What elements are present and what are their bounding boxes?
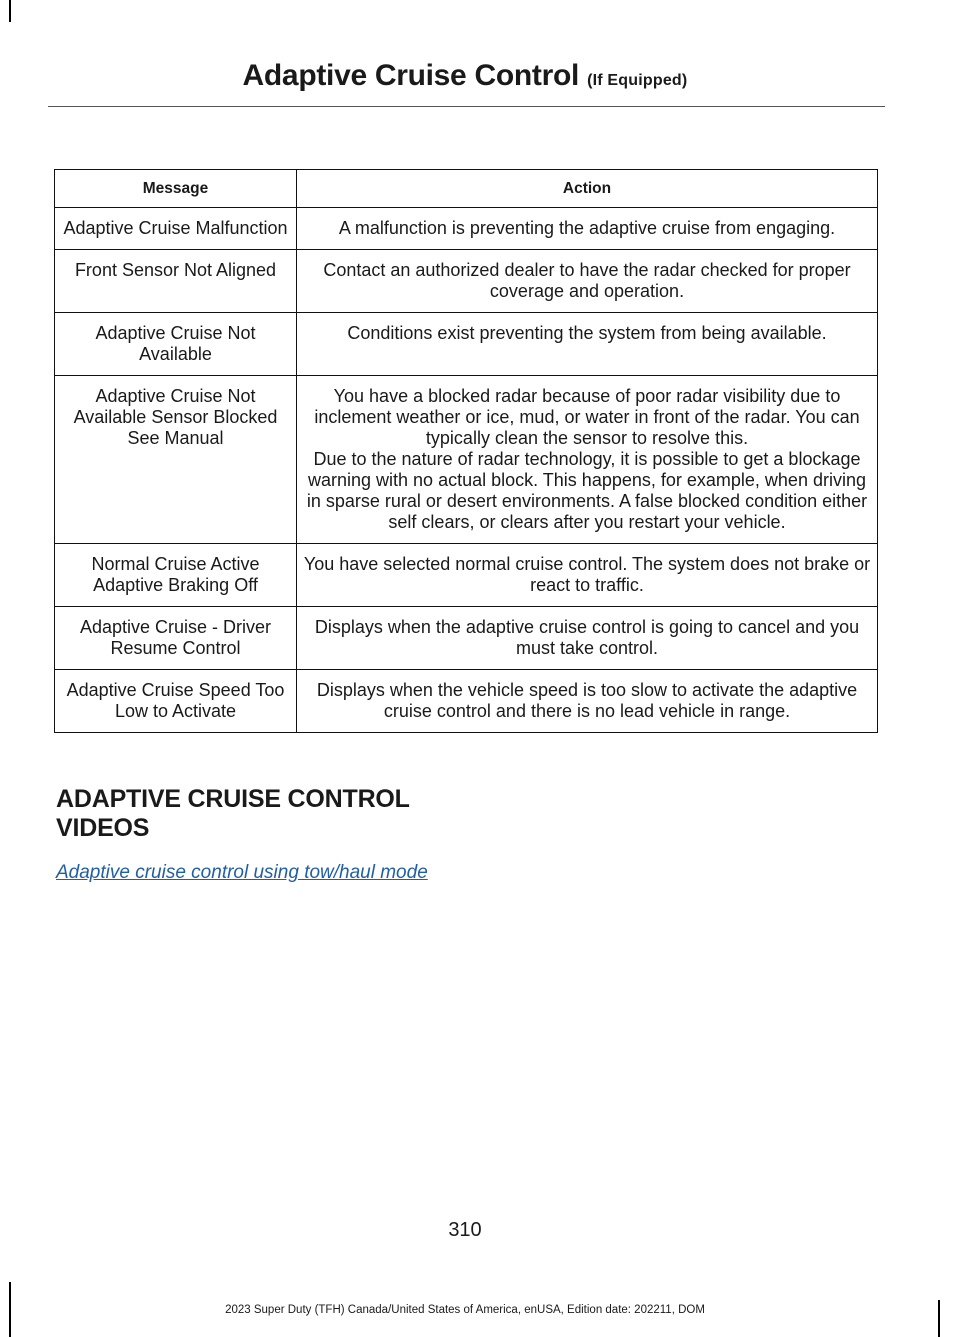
column-header-action: Action xyxy=(297,170,878,208)
message-cell: Front Sensor Not Aligned xyxy=(55,250,297,313)
edition-footer: 2023 Super Duty (TFH) Canada/United States of America, enUSA, Edition date: 202211, DOM xyxy=(225,1304,705,1316)
section-heading-line: ADAPTIVE CRUISE CONTROL xyxy=(56,785,410,813)
table-row xyxy=(55,313,878,376)
action-text: A malfunction is preventing the adaptive cruise from engaging. xyxy=(338,218,836,238)
section-heading-line: VIDEOS xyxy=(56,814,150,842)
action-cell xyxy=(297,544,878,607)
action-text: You have a blocked radar because of poor radar visibility due to inclement weather or ice, mud, or water in front of the radar. You can typically clean the sensor to resolve this. xyxy=(314,386,860,448)
message-cell: Normal Cruise Active Adaptive Braking Off xyxy=(55,544,297,607)
action-cell xyxy=(297,670,878,733)
table-row xyxy=(55,208,878,250)
table-row xyxy=(55,607,878,670)
message-cell: Adaptive Cruise Speed Too Low to Activate xyxy=(55,670,297,733)
table-row xyxy=(55,250,878,313)
page-title-qualifier: (If Equipped) xyxy=(587,72,688,89)
action-cell xyxy=(297,376,878,544)
page-title: Adaptive Cruise Control xyxy=(242,59,580,92)
crop-mark-bottom-right xyxy=(938,1300,940,1337)
action-cell xyxy=(297,313,878,376)
action-text: Conditions exist preventing the system from being available. xyxy=(347,323,827,343)
table-row xyxy=(55,670,878,733)
table-header-row xyxy=(55,170,878,208)
action-text: Displays when the adaptive cruise control is going to cancel and you must take control. xyxy=(314,617,860,658)
action-text: Due to the nature of radar technology, it is possible to get a blockage warning with no actual block. This happens, for example, when driving in sparse rural or desert environments. A false blocked condition either self clears, or clears after you restart your vehicle. xyxy=(306,449,868,532)
message-cell: Adaptive Cruise Malfunction xyxy=(55,208,297,250)
message-cell: Adaptive Cruise Not Available Sensor Blocked See Manual xyxy=(55,376,297,544)
message-table xyxy=(54,169,878,733)
page-number: 310 xyxy=(448,1219,482,1241)
message-cell: Adaptive Cruise - Driver Resume Control xyxy=(55,607,297,670)
section-heading xyxy=(56,785,476,843)
column-header-message: Message xyxy=(55,170,297,208)
action-text: Contact an authorized dealer to have the radar checked for proper coverage and operation. xyxy=(323,260,851,301)
page-header xyxy=(0,58,930,99)
table-row xyxy=(55,376,878,544)
action-cell xyxy=(297,208,878,250)
table-row xyxy=(55,544,878,607)
action-cell xyxy=(297,607,878,670)
crop-mark-top-left xyxy=(9,0,11,22)
action-text: Displays when the vehicle speed is too slow to activate the adaptive cruise control and there is no lead vehicle in range. xyxy=(316,680,858,721)
message-cell: Adaptive Cruise Not Available xyxy=(55,313,297,376)
action-text: You have selected normal cruise control. The system does not brake or react to traffic. xyxy=(303,554,871,595)
action-cell xyxy=(297,250,878,313)
video-link-tow-haul[interactable]: Adaptive cruise control using tow/haul mode xyxy=(56,862,428,883)
header-divider xyxy=(48,106,885,107)
